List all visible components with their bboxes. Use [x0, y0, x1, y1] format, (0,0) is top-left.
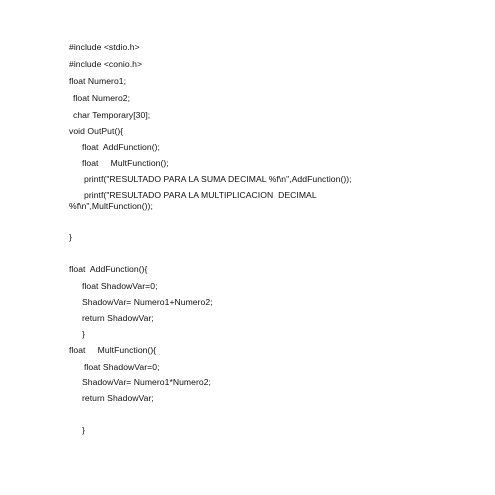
- code-line-temporary: char Temporary[30];: [73, 110, 151, 120]
- code-line-output-open: void OutPut(){: [69, 126, 124, 136]
- code-line-add-shadowvar-assign: ShadowVar= Numero1+Numero2;: [82, 297, 213, 307]
- code-line-numero1: float Numero1;: [69, 76, 127, 86]
- code-line-numero2: float Numero2;: [73, 93, 131, 103]
- code-line-output-close: }: [69, 232, 72, 242]
- code-line-add-shadowvar-declare: float ShadowVar=0;: [82, 281, 158, 291]
- code-line-mult-declaration: float MultFunction();: [82, 158, 169, 168]
- code-line-include-stdio: #include <stdio.h>: [69, 42, 140, 52]
- code-line-add-function-open: float AddFunction(){: [69, 264, 148, 274]
- code-line-mult-function-close: }: [82, 425, 85, 435]
- code-line-printf-multiplicacion-continued: %f\n",MultFunction());: [69, 201, 153, 211]
- code-line-mult-shadowvar-declare: float ShadowVar=0;: [84, 362, 160, 372]
- code-line-add-function-close: }: [82, 329, 85, 339]
- code-line-include-conio: #include <conio.h>: [69, 59, 143, 69]
- code-line-printf-multiplicacion: printf("RESULTADO PARA LA MULTIPLICACION DECIMAL: [84, 190, 317, 200]
- code-line-add-declaration: float AddFunction();: [82, 142, 160, 152]
- code-line-mult-return: return ShadowVar;: [82, 393, 154, 403]
- code-line-add-return: return ShadowVar;: [82, 313, 154, 323]
- code-line-printf-suma: printf("RESULTADO PARA LA SUMA DECIMAL %f\n",AddFunction());: [84, 174, 352, 184]
- code-line-mult-function-open: float MultFunction(){: [69, 345, 157, 355]
- code-line-mult-shadowvar-assign: ShadowVar= Numero1*Numero2;: [82, 377, 211, 387]
